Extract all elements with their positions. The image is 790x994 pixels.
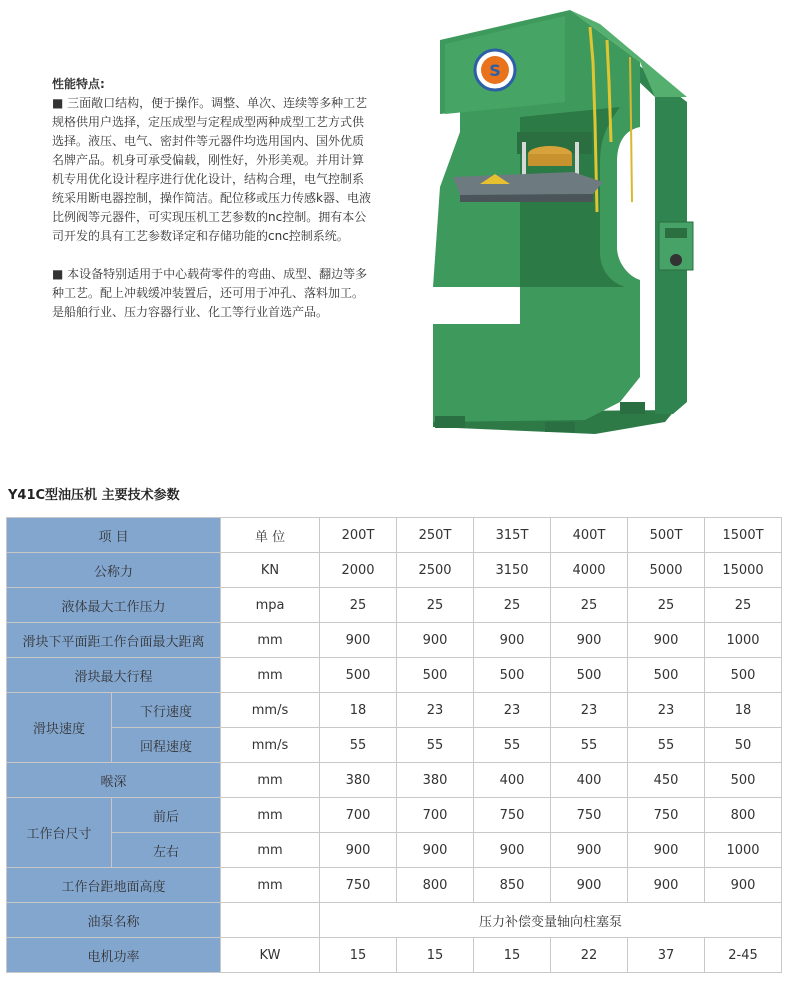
value-cell: 22 — [551, 938, 628, 973]
table-row — [7, 588, 782, 623]
row-label: 工作台距地面高度 — [7, 868, 221, 903]
row-label: 液体最大工作压力 — [7, 588, 221, 623]
value-cell: 400 — [551, 763, 628, 798]
table-row — [7, 833, 782, 868]
value-cell: 2000 — [320, 553, 397, 588]
value-cell: 400 — [474, 763, 551, 798]
value-cell: 15 — [474, 938, 551, 973]
unit-cell: KW — [221, 938, 320, 973]
value-cell: 25 — [628, 588, 705, 623]
value-cell: 4000 — [551, 553, 628, 588]
value-cell: 900 — [628, 868, 705, 903]
value-cell: 25 — [551, 588, 628, 623]
features-paragraph-2: ■ 本设备特别适用于中心载荷零件的弯曲、成型、翻边等多种工艺。配上冲载缓冲装置后，还可用于冲孔、落料加工。是船舶行业、压力容器行业、化工等行业首选产品。 — [52, 267, 368, 319]
value-cell: 25 — [397, 588, 474, 623]
row-group-label: 工作台尺寸 — [7, 798, 112, 868]
table-row — [7, 623, 782, 658]
value-cell: 750 — [551, 798, 628, 833]
value-cell: 500 — [705, 658, 782, 693]
value-cell: 2500 — [397, 553, 474, 588]
value-cell: 55 — [320, 728, 397, 763]
value-cell: 500 — [628, 658, 705, 693]
table-title: Y41C型油压机 主要技术参数 — [8, 488, 180, 503]
value-cell: 1000 — [705, 623, 782, 658]
value-cell: 900 — [551, 868, 628, 903]
model-header: 400T — [551, 518, 628, 553]
value-cell: 18 — [705, 693, 782, 728]
unit-cell: mm — [221, 798, 320, 833]
value-cell: 380 — [320, 763, 397, 798]
value-cell: 900 — [551, 833, 628, 868]
value-cell: 750 — [628, 798, 705, 833]
value-cell: 55 — [628, 728, 705, 763]
unit-cell: mm — [221, 763, 320, 798]
value-cell: 900 — [628, 623, 705, 658]
value-cell: 900 — [320, 623, 397, 658]
pump-value-cell: 压力补偿变量轴向柱塞泵 — [320, 903, 782, 938]
hydraulic-press-image — [425, 2, 715, 447]
model-header: 315T — [474, 518, 551, 553]
value-cell: 800 — [705, 798, 782, 833]
header-row — [7, 518, 782, 553]
value-cell: 23 — [551, 693, 628, 728]
value-cell: 25 — [474, 588, 551, 623]
value-cell: 50 — [705, 728, 782, 763]
unit-cell: KN — [221, 553, 320, 588]
value-cell: 900 — [628, 833, 705, 868]
unit-cell: mm — [221, 623, 320, 658]
value-cell: 55 — [474, 728, 551, 763]
table-row — [7, 658, 782, 693]
model-header: 200T — [320, 518, 397, 553]
value-cell: 15 — [397, 938, 474, 973]
table-row — [7, 868, 782, 903]
value-cell: 15 — [320, 938, 397, 973]
spec-table — [6, 517, 782, 973]
value-cell: 900 — [474, 833, 551, 868]
unit-cell — [221, 903, 320, 938]
model-header: 500T — [628, 518, 705, 553]
value-cell: 500 — [474, 658, 551, 693]
unit-cell: mm — [221, 868, 320, 903]
row-label: 滑块下平面距工作台面最大距离 — [7, 623, 221, 658]
intro-text — [52, 75, 372, 322]
unit-cell: mm — [221, 833, 320, 868]
svg-text:S: S — [489, 61, 501, 80]
value-cell: 700 — [397, 798, 474, 833]
value-cell: 23 — [628, 693, 705, 728]
value-cell: 500 — [551, 658, 628, 693]
row-label: 公称力 — [7, 553, 221, 588]
row-sublabel: 左右 — [112, 833, 221, 868]
value-cell: 25 — [320, 588, 397, 623]
value-cell: 2-45 — [705, 938, 782, 973]
value-cell: 55 — [551, 728, 628, 763]
value-cell: 900 — [320, 833, 397, 868]
value-cell: 23 — [474, 693, 551, 728]
table-row — [7, 798, 782, 833]
table-row — [7, 938, 782, 973]
value-cell: 15000 — [705, 553, 782, 588]
row-sublabel: 回程速度 — [112, 728, 221, 763]
unit-cell: mm/s — [221, 728, 320, 763]
table-row — [7, 903, 782, 938]
table-row — [7, 728, 782, 763]
value-cell: 3150 — [474, 553, 551, 588]
value-cell: 25 — [705, 588, 782, 623]
features-paragraph-1: ■ 三面敞口结构，便于操作。调整、单次、连续等多种工艺规格供用户选择，定压成型与定程成型两种成型工艺方式供选择。液压、电气、密封件等元器件均选用国内、国外优质名牌产品。机身可承受偏载，刚性好，外形美观。并用计算机专用优化设计程序进行优化设计，结构合理，电气控制系统采用断电器控制，操作简洁。配位移或压力传感k器、电液比例阀等元器件，可实现压机工艺参数的nc控制。拥有本公司开发的具有工艺参数译定和存储功能的cnc控制系统。 — [52, 96, 371, 243]
value-cell: 500 — [397, 658, 474, 693]
value-cell: 380 — [397, 763, 474, 798]
value-cell: 750 — [320, 868, 397, 903]
value-cell: 700 — [320, 798, 397, 833]
unit-cell: mm/s — [221, 693, 320, 728]
value-cell: 500 — [705, 763, 782, 798]
value-cell: 23 — [397, 693, 474, 728]
model-header: 1500T — [705, 518, 782, 553]
value-cell: 850 — [474, 868, 551, 903]
value-cell: 900 — [474, 623, 551, 658]
table-row — [7, 553, 782, 588]
table-row — [7, 763, 782, 798]
value-cell: 1000 — [705, 833, 782, 868]
row-label: 油泵名称 — [7, 903, 221, 938]
features-heading: 性能特点: — [52, 77, 105, 91]
row-sublabel: 下行速度 — [112, 693, 221, 728]
row-label: 滑块最大行程 — [7, 658, 221, 693]
value-cell: 750 — [474, 798, 551, 833]
row-label: 电机功率 — [7, 938, 221, 973]
value-cell: 55 — [397, 728, 474, 763]
value-cell: 800 — [397, 868, 474, 903]
value-cell: 900 — [551, 623, 628, 658]
unit-cell: mm — [221, 658, 320, 693]
value-cell: 900 — [705, 868, 782, 903]
item-header: 项 目 — [7, 518, 221, 553]
value-cell: 18 — [320, 693, 397, 728]
value-cell: 37 — [628, 938, 705, 973]
row-label: 喉深 — [7, 763, 221, 798]
model-header: 250T — [397, 518, 474, 553]
value-cell: 5000 — [628, 553, 705, 588]
value-cell: 450 — [628, 763, 705, 798]
unit-cell: mpa — [221, 588, 320, 623]
table-row — [7, 693, 782, 728]
value-cell: 900 — [397, 833, 474, 868]
value-cell: 500 — [320, 658, 397, 693]
row-sublabel: 前后 — [112, 798, 221, 833]
value-cell: 900 — [397, 623, 474, 658]
row-group-label: 滑块速度 — [7, 693, 112, 763]
unit-header: 单 位 — [221, 518, 320, 553]
